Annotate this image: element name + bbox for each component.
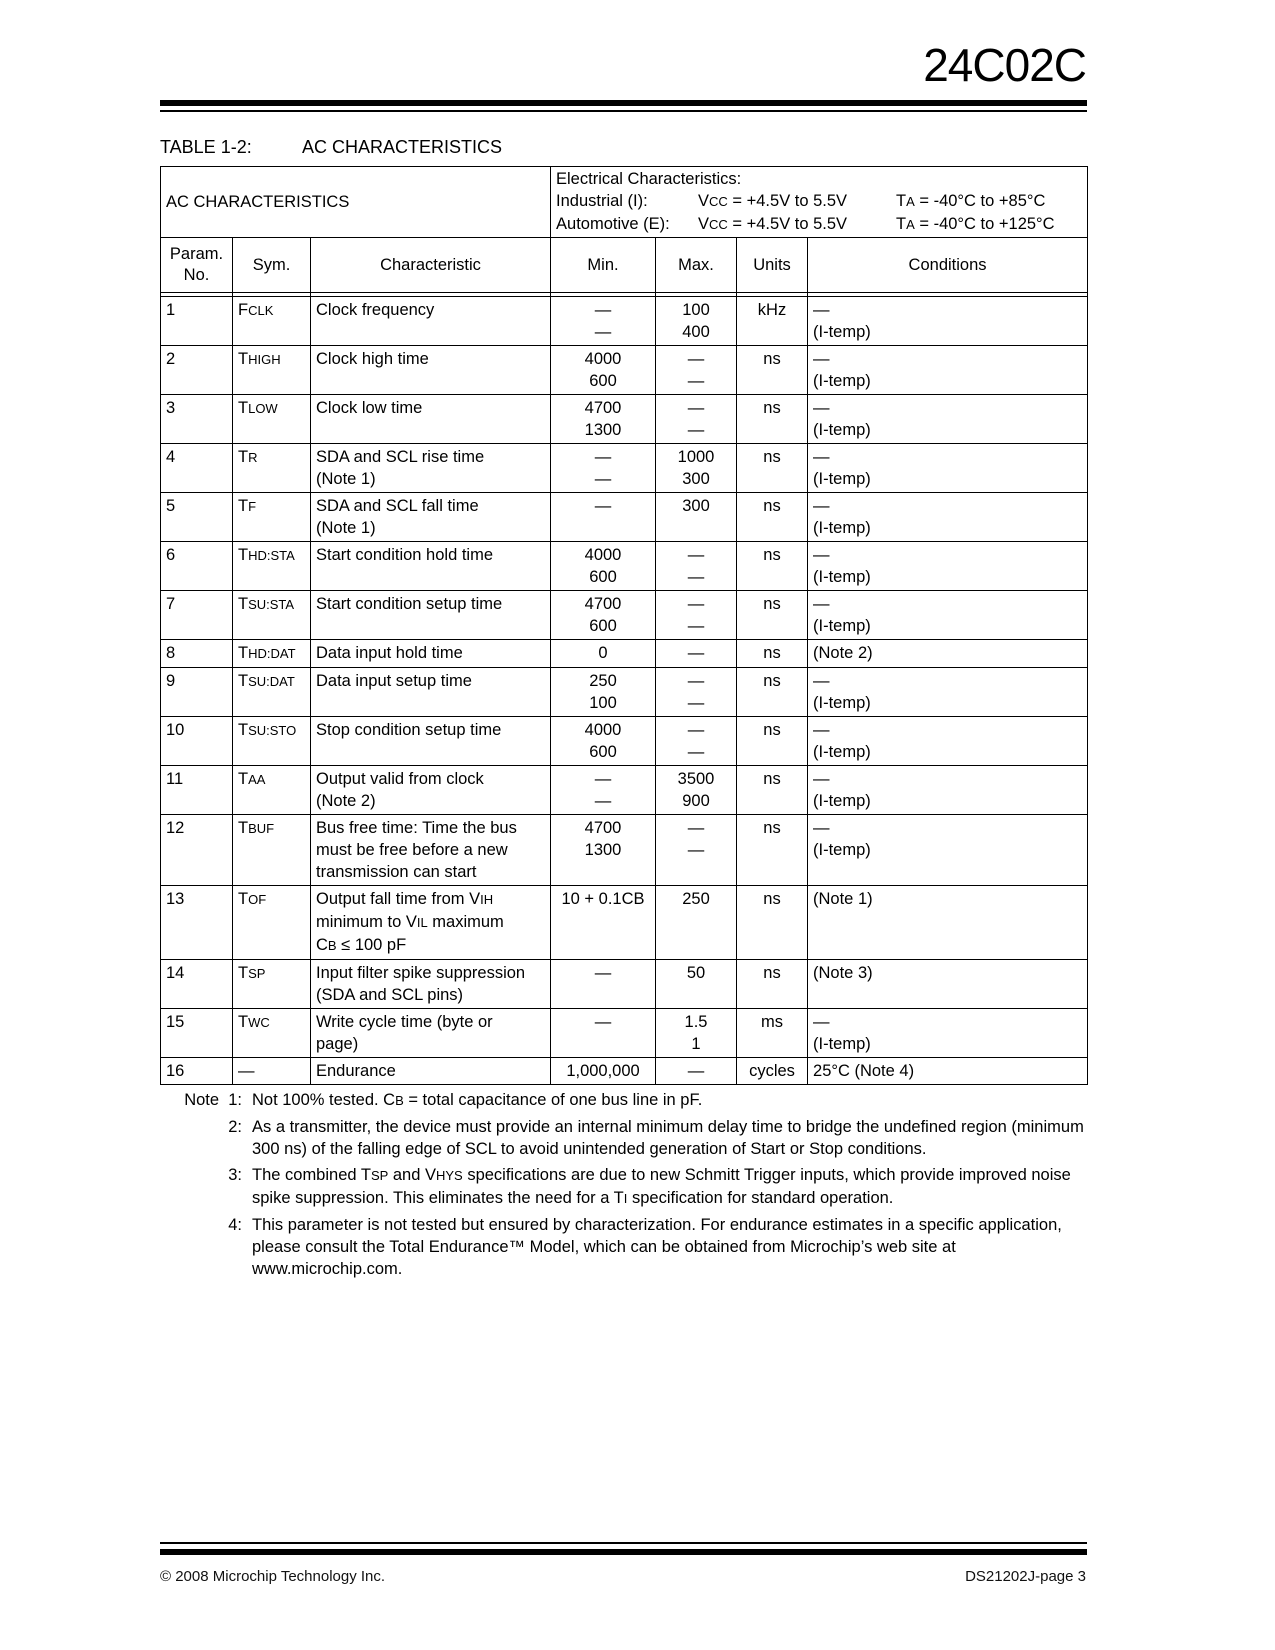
conditions: (Note 3) bbox=[808, 960, 1088, 1009]
symbol: TLOW bbox=[233, 395, 311, 444]
max-value: 300 bbox=[656, 493, 737, 542]
note-text: This parameter is not tested but ensured by characterization. For endurance estimates in a specific application, please consult the Total Endurance™ Model, which can be obtained from Microchip’s web site at www.microchip.com. bbox=[252, 1216, 1062, 1278]
characteristic: Clock low time bbox=[311, 395, 551, 444]
units: ms bbox=[737, 1009, 808, 1058]
subscript: IH bbox=[480, 892, 494, 907]
units: ns bbox=[737, 493, 808, 542]
param-no: 14 bbox=[161, 960, 233, 1009]
max-value: 250 bbox=[656, 886, 737, 960]
table-row bbox=[161, 346, 1088, 395]
characteristic: Output fall time from VIH minimum to VIL maximum CB ≤ 100 pF bbox=[311, 886, 551, 960]
note-text: The combined TSP and VHYS specifications are due to new Schmitt Trigger inputs, which provide improved noise spike suppression. This eliminates the need for a TI specification for standard operation. bbox=[252, 1166, 1071, 1207]
table-row bbox=[161, 717, 1088, 766]
grade-label: Industrial (I): bbox=[556, 192, 648, 210]
units: ns bbox=[737, 444, 808, 493]
min-value: — — bbox=[551, 444, 656, 493]
param-no: 2 bbox=[161, 346, 233, 395]
param-no: 12 bbox=[161, 815, 233, 886]
table-row bbox=[161, 395, 1088, 444]
conditions: — (I-temp) bbox=[808, 1009, 1088, 1058]
max-value: 1.5 1 bbox=[656, 1009, 737, 1058]
characteristic: SDA and SCL rise time (Note 1) bbox=[311, 444, 551, 493]
max-value: — — bbox=[656, 815, 737, 886]
ta-range: TA = -40°C to +125°C bbox=[896, 215, 1055, 233]
symbol: TAA bbox=[233, 766, 311, 815]
header-part-number: 24C02C bbox=[923, 39, 1086, 91]
characteristic: Input filter spike suppression (SDA and SCL pins) bbox=[311, 960, 551, 1009]
table-caption-title: AC CHARACTERISTICS bbox=[302, 137, 503, 157]
electrical-title: Electrical Characteristics: bbox=[556, 170, 742, 188]
min-value: — bbox=[551, 1009, 656, 1058]
param-no: 3 bbox=[161, 395, 233, 444]
conditions: — (I-temp) bbox=[808, 766, 1088, 815]
table-row bbox=[161, 297, 1088, 346]
units: ns bbox=[737, 346, 808, 395]
ta-range: TA = -40°C to +85°C bbox=[896, 192, 1046, 210]
min-value: 4000 600 bbox=[551, 717, 656, 766]
units: ns bbox=[737, 542, 808, 591]
symbol: TSU:DAT bbox=[233, 668, 311, 717]
characteristic: Start condition setup time bbox=[311, 591, 551, 640]
units: ns bbox=[737, 591, 808, 640]
grade-label: Automotive (E): bbox=[556, 215, 670, 233]
note-text: As a transmitter, the device must provide an internal minimum delay time to bridge the undefined region (minimum 300 ns) of the falling edge of SCL to avoid unintended generation of Start or Stop conditions. bbox=[252, 1118, 1084, 1158]
units: ns bbox=[737, 815, 808, 886]
col-max: Max. bbox=[656, 238, 737, 293]
electrical-header-row bbox=[161, 167, 1088, 238]
param-no: 7 bbox=[161, 591, 233, 640]
units: kHz bbox=[737, 297, 808, 346]
subscript: I bbox=[623, 1191, 628, 1206]
note-item bbox=[166, 1089, 1086, 1112]
max-value: — — bbox=[656, 717, 737, 766]
min-value: 4700 1300 bbox=[551, 815, 656, 886]
min-value: 10 + 0.1CB bbox=[551, 886, 656, 960]
param-no: 13 bbox=[161, 886, 233, 960]
table-caption-number: TABLE 1-2: bbox=[160, 137, 252, 157]
note-label: 3: bbox=[228, 1166, 242, 1184]
conditions: — (I-temp) bbox=[808, 346, 1088, 395]
conditions: — (I-temp) bbox=[808, 493, 1088, 542]
subscript: B bbox=[395, 1093, 404, 1108]
characteristic: Clock high time bbox=[311, 346, 551, 395]
conditions: — (I-temp) bbox=[808, 591, 1088, 640]
units: ns bbox=[737, 668, 808, 717]
max-value: — — bbox=[656, 591, 737, 640]
characteristic: Endurance bbox=[311, 1058, 551, 1085]
note-item bbox=[166, 1164, 1086, 1210]
symbol: TBUF bbox=[233, 815, 311, 886]
conditions: 25°C (Note 4) bbox=[808, 1058, 1088, 1085]
max-value: 100 400 bbox=[656, 297, 737, 346]
symbol: THIGH bbox=[233, 346, 311, 395]
min-value: 4700 1300 bbox=[551, 395, 656, 444]
vcc-range: VCC = +4.5V to 5.5V bbox=[698, 192, 848, 210]
col-param-no: Param. No. bbox=[161, 238, 233, 293]
symbol: TR bbox=[233, 444, 311, 493]
units: ns bbox=[737, 766, 808, 815]
table-row bbox=[161, 766, 1088, 815]
table-row bbox=[161, 1058, 1088, 1085]
conditions: (Note 1) bbox=[808, 886, 1088, 960]
max-value: — — bbox=[656, 668, 737, 717]
max-value: 3500 900 bbox=[656, 766, 737, 815]
max-value: — — bbox=[656, 542, 737, 591]
col-conditions: Conditions bbox=[808, 238, 1088, 293]
symbol: TWC bbox=[233, 1009, 311, 1058]
max-value: — — bbox=[656, 395, 737, 444]
table-row bbox=[161, 444, 1088, 493]
min-value: — bbox=[551, 960, 656, 1009]
units: ns bbox=[737, 717, 808, 766]
col-characteristic: Characteristic bbox=[311, 238, 551, 293]
param-no: 6 bbox=[161, 542, 233, 591]
param-no: 1 bbox=[161, 297, 233, 346]
column-header-row bbox=[161, 238, 1088, 293]
characteristic: Data input setup time bbox=[311, 668, 551, 717]
conditions: — (I-temp) bbox=[808, 395, 1088, 444]
table-caption bbox=[160, 137, 502, 158]
characteristic: Output valid from clock (Note 2) bbox=[311, 766, 551, 815]
characteristic: SDA and SCL fall time (Note 1) bbox=[311, 493, 551, 542]
min-value: — — bbox=[551, 297, 656, 346]
param-no: 9 bbox=[161, 668, 233, 717]
characteristic: Write cycle time (byte or page) bbox=[311, 1009, 551, 1058]
max-value: — bbox=[656, 640, 737, 668]
symbol: TSU:STA bbox=[233, 591, 311, 640]
min-value: — — bbox=[551, 766, 656, 815]
conditions: — (I-temp) bbox=[808, 297, 1088, 346]
table-row bbox=[161, 886, 1088, 960]
max-value: 50 bbox=[656, 960, 737, 1009]
col-sym: Sym. bbox=[233, 238, 311, 293]
footer-copyright: © 2008 Microchip Technology Inc. bbox=[160, 1568, 386, 1585]
vcc-range: VCC = +4.5V to 5.5V bbox=[698, 215, 848, 233]
units: ns bbox=[737, 960, 808, 1009]
note-label: 2: bbox=[228, 1118, 242, 1136]
table-row bbox=[161, 591, 1088, 640]
param-no: 4 bbox=[161, 444, 233, 493]
units: cycles bbox=[737, 1058, 808, 1085]
conditions: — (I-temp) bbox=[808, 717, 1088, 766]
min-value: 4700 600 bbox=[551, 591, 656, 640]
conditions: (Note 2) bbox=[808, 640, 1088, 668]
units: ns bbox=[737, 886, 808, 960]
param-no: 10 bbox=[161, 717, 233, 766]
footer-rule-thin bbox=[160, 1542, 1087, 1544]
note-label: Note 1: bbox=[184, 1091, 242, 1109]
min-value: 4000 600 bbox=[551, 346, 656, 395]
table-row bbox=[161, 1009, 1088, 1058]
subscript: SP bbox=[370, 1168, 389, 1183]
note-text: Not 100% tested. CB = total capacitance of one bus line in pF. bbox=[252, 1091, 703, 1109]
min-value: 4000 600 bbox=[551, 542, 656, 591]
symbol: TSU:STO bbox=[233, 717, 311, 766]
characteristic: Clock frequency bbox=[311, 297, 551, 346]
characteristic: Stop condition setup time bbox=[311, 717, 551, 766]
header-rule-thin bbox=[160, 110, 1087, 112]
table-row bbox=[161, 960, 1088, 1009]
param-no: 16 bbox=[161, 1058, 233, 1085]
conditions: — (I-temp) bbox=[808, 444, 1088, 493]
ac-characteristics-table bbox=[160, 166, 1088, 1085]
subscript: HYS bbox=[436, 1168, 463, 1183]
symbol: THD:DAT bbox=[233, 640, 311, 668]
characteristic: Bus free time: Time the bus must be free before a new transmission can start bbox=[311, 815, 551, 886]
col-min: Min. bbox=[551, 238, 656, 293]
characteristic: Data input hold time bbox=[311, 640, 551, 668]
note-item bbox=[166, 1214, 1086, 1280]
symbol: — bbox=[233, 1058, 311, 1085]
min-value: 1,000,000 bbox=[551, 1058, 656, 1085]
note-item bbox=[166, 1116, 1086, 1160]
symbol: TSP bbox=[233, 960, 311, 1009]
param-no: 11 bbox=[161, 766, 233, 815]
ac-characteristics-label: AC CHARACTERISTICS bbox=[161, 167, 551, 238]
table-row bbox=[161, 668, 1088, 717]
electrical-range-row bbox=[556, 213, 1082, 236]
min-value: — bbox=[551, 493, 656, 542]
note-label: 4: bbox=[228, 1216, 242, 1234]
col-units: Units bbox=[737, 238, 808, 293]
symbol: THD:STA bbox=[233, 542, 311, 591]
min-value: 0 bbox=[551, 640, 656, 668]
max-value: 1000 300 bbox=[656, 444, 737, 493]
header-rule-thick bbox=[160, 100, 1087, 106]
electrical-range-row bbox=[556, 190, 1082, 213]
conditions: — (I-temp) bbox=[808, 668, 1088, 717]
param-no: 15 bbox=[161, 1009, 233, 1058]
param-no: 8 bbox=[161, 640, 233, 668]
units: ns bbox=[737, 395, 808, 444]
param-no: 5 bbox=[161, 493, 233, 542]
max-value: — bbox=[656, 1058, 737, 1085]
table-row bbox=[161, 815, 1088, 886]
symbol: TOF bbox=[233, 886, 311, 960]
footer-page-number: DS21202J-page 3 bbox=[965, 1568, 1086, 1585]
units: ns bbox=[737, 640, 808, 668]
max-value: — — bbox=[656, 346, 737, 395]
symbol: FCLK bbox=[233, 297, 311, 346]
electrical-characteristics bbox=[551, 167, 1088, 238]
table-notes bbox=[166, 1089, 1086, 1284]
table-row bbox=[161, 542, 1088, 591]
min-value: 250 100 bbox=[551, 668, 656, 717]
footer-rule-thick bbox=[160, 1549, 1087, 1555]
table-row bbox=[161, 493, 1088, 542]
subscript: IL bbox=[416, 915, 428, 930]
conditions: — (I-temp) bbox=[808, 815, 1088, 886]
subscript: B bbox=[327, 938, 337, 953]
symbol: TF bbox=[233, 493, 311, 542]
table-row bbox=[161, 640, 1088, 668]
characteristic: Start condition hold time bbox=[311, 542, 551, 591]
conditions: — (I-temp) bbox=[808, 542, 1088, 591]
